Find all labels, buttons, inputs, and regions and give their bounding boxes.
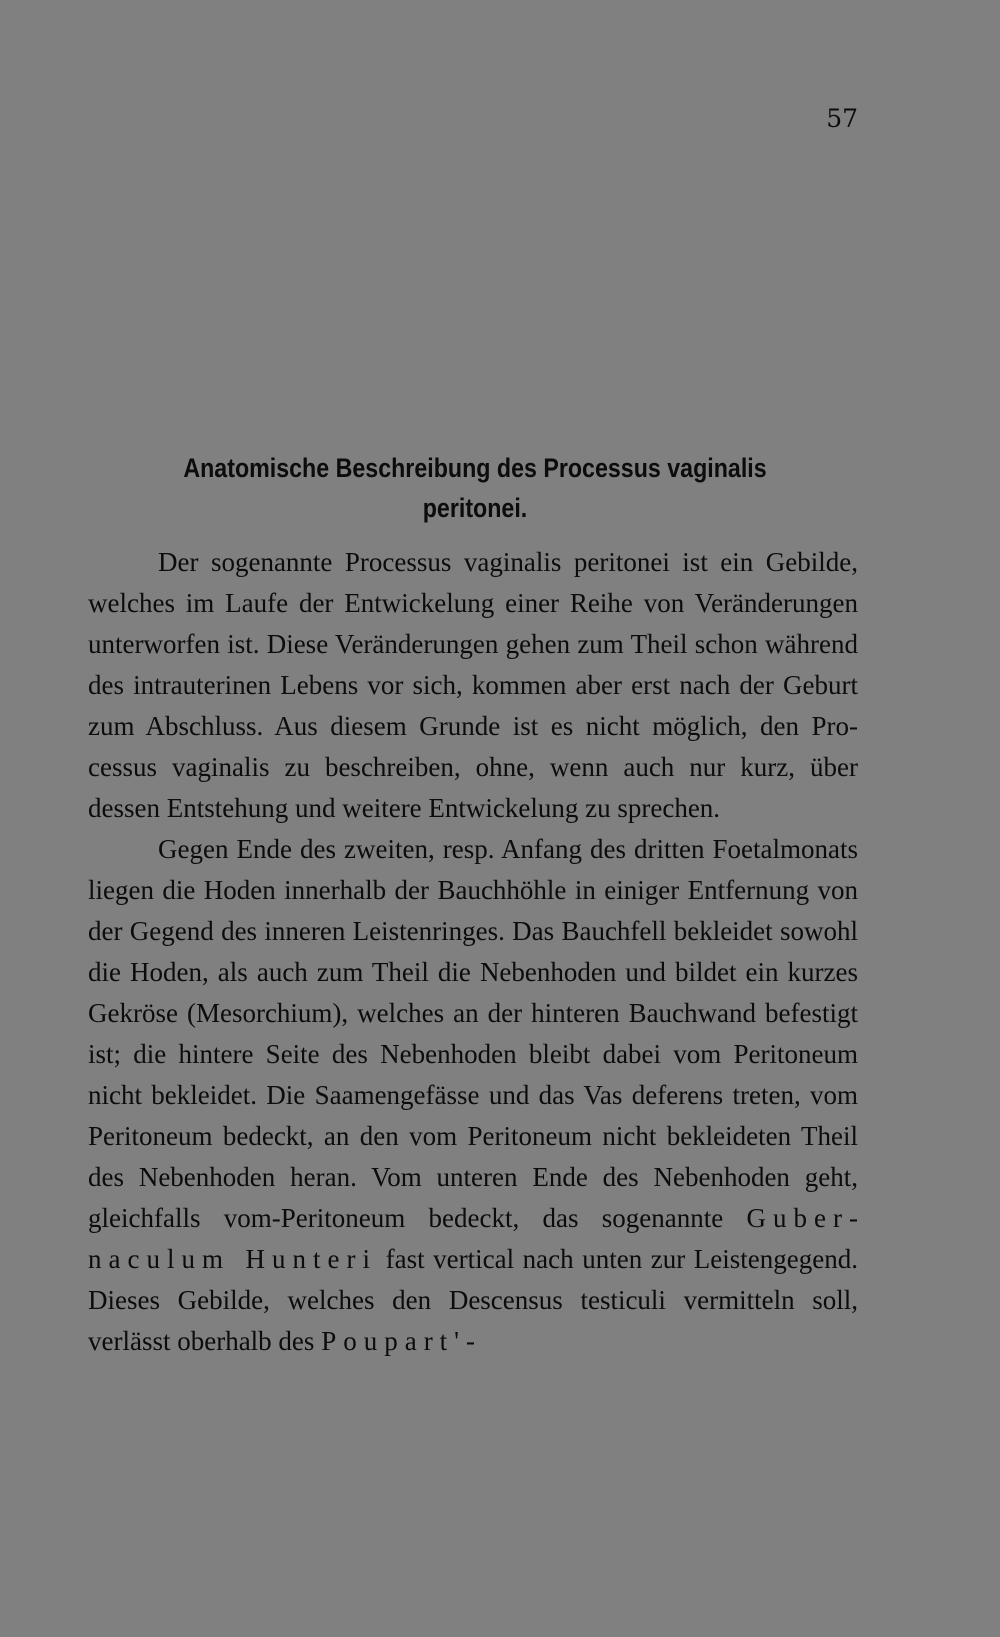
- paragraph-2-text-a: Gegen Ende des zweiten, resp. Anfang des dritten Foetalmonats liegen die Hoden innerhalb der Bauchhöhle in einiger Entfernung von der Gegend des inneren Leistenringes. Das Bauchfell bekleidet sowohl die Hoden, als auch zum Theil die Nebenhoden und bildet ein kurzes Gekröse (Mesorchium), welches an der hinteren Bauchwand befestigt ist; die hintere Seite des Nebenhoden bleibt dabei vom Peritoneum nicht bekleidet. Die Saamengefässe und das Vas deferens treten, vom Peritoneum bedeckt, an den vom Peritoneum nicht bekleideten Theil des Nebenhoden heran. Vom unteren Ende des Nebenhoden geht, gleichfalls vom-Peritoneum bedeckt, das sogenannte: [88, 834, 858, 1233]
- section-heading: [161, 448, 789, 528]
- heading-line-1: Anatomische Beschreibung des Processus vaginalis: [183, 453, 767, 483]
- spaced-term-poupart: Poupart'-: [321, 1326, 483, 1356]
- body-text: [88, 542, 858, 1362]
- heading-line-2: peritonei.: [422, 493, 528, 523]
- page-number: 57: [826, 104, 858, 133]
- spaced-term-gubernaculum: Gubernaculum Hunteri: [88, 1203, 858, 1274]
- paragraph-2: [88, 829, 858, 1362]
- paragraph-1: Der sogenannte Processus vaginalis peritonei ist ein Gebilde, welches im Laufe der Entwickelung einer Reihe von Veränderungen unterworfen ist. Diese Veränderungen gehen zum Theil schon während des intrauterinen Lebens vor sich, kommen aber erst nach der Geburt zum Abschluss. Aus diesem Grunde ist es nicht möglich, den Processus vaginalis zu beschreiben, ohne, wenn auch nur kurz, über dessen Entstehung und weitere Entwickelung zu sprechen.: [88, 547, 858, 823]
- paragraph-2-text-b: fast vertical nach unten zur Leistengegend. Dieses Gebilde, welches den Descensus testiculi vermitteln soll, verlässt oberhalb des: [88, 1244, 858, 1356]
